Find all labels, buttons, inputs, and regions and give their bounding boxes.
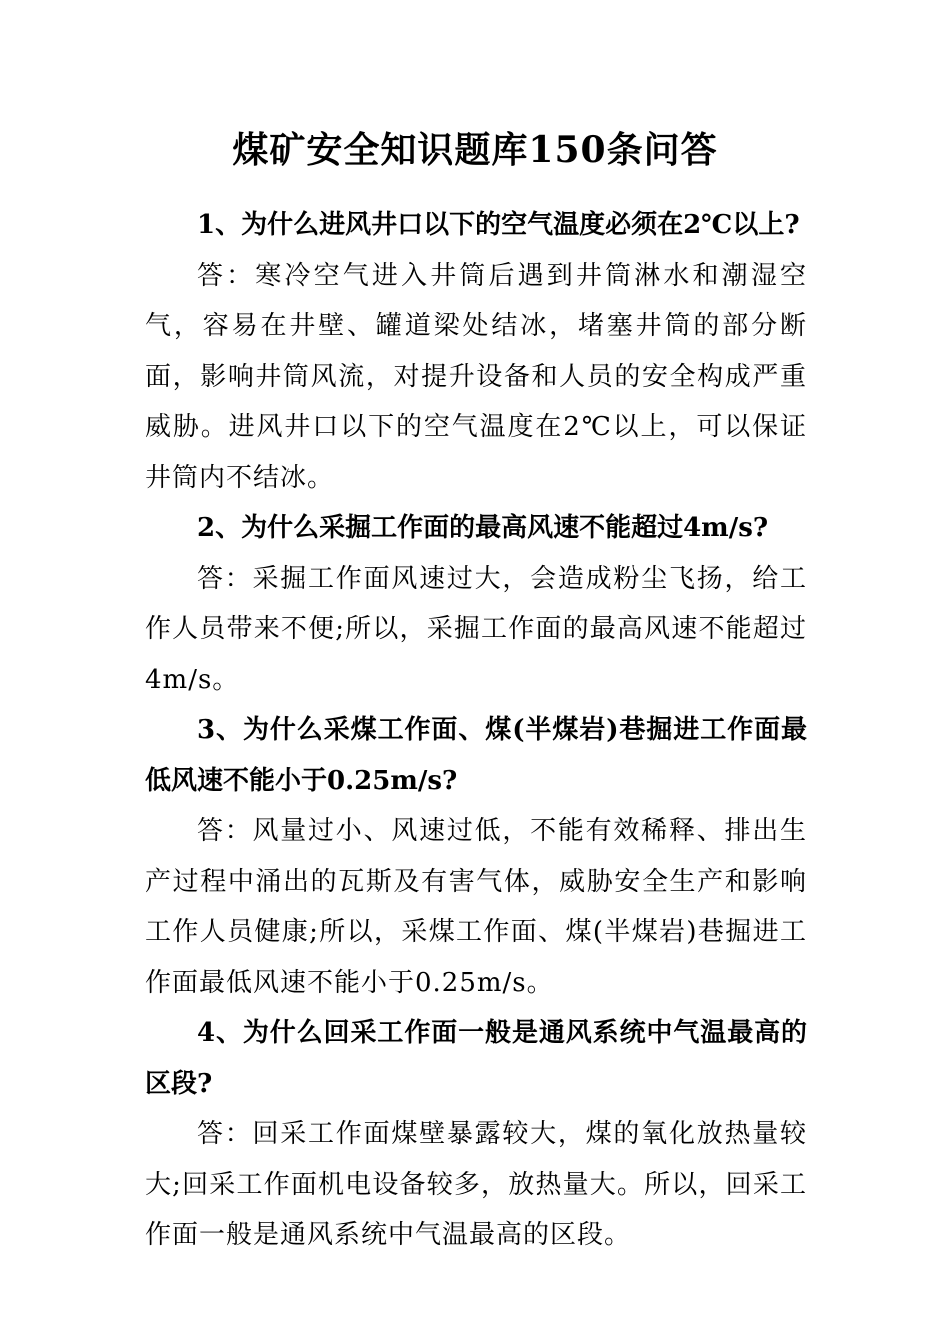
qa-item-3 bbox=[145, 705, 807, 1008]
qa-item-1 bbox=[145, 200, 807, 503]
qa-item-2 bbox=[145, 503, 807, 705]
document-title: 煤矿安全知识题库150条问答 bbox=[232, 129, 718, 171]
question-4: 4、为什么回采工作面一般是通风系统中气温最高的区段? bbox=[145, 1018, 807, 1099]
qa-item-4 bbox=[145, 1008, 807, 1261]
question-3: 3、为什么采煤工作面、煤(半煤岩)巷掘进工作面最低风速不能小于0.25m/s? bbox=[145, 715, 807, 796]
question-1: 1、为什么进风井口以下的空气温度必须在2℃以上? bbox=[197, 210, 800, 240]
qa-list bbox=[145, 200, 807, 1261]
answer-3: 答：风量过小、风速过低，不能有效稀释、排出生产过程中涌出的瓦斯及有害气体，威胁安全生产和影响工作人员健康;所以，采煤工作面、煤(半煤岩)巷掘进工作面最低风速不能小于0.25m/s。 bbox=[145, 816, 807, 998]
answer-4: 答：回采工作面煤壁暴露较大，煤的氧化放热量较大;回采工作面机电设备较多，放热量大。所以，回采工作面一般是通风系统中气温最高的区段。 bbox=[145, 1119, 807, 1250]
answer-2: 答：采掘工作面风速过大，会造成粉尘飞扬，给工作人员带来不便;所以，采掘工作面的最高风速不能超过4m/s。 bbox=[145, 563, 807, 695]
question-2: 2、为什么采掘工作面的最高风速不能超过4m/s? bbox=[197, 513, 769, 543]
answer-1: 答：寒冷空气进入井筒后遇到井筒淋水和潮湿空气，容易在井壁、罐道梁处结冰，堵塞井筒的部分断面，影响井筒风流，对提升设备和人员的安全构成严重威胁。进风井口以下的空气温度在2℃以上，可以保证井筒内不结冰。 bbox=[145, 260, 807, 493]
